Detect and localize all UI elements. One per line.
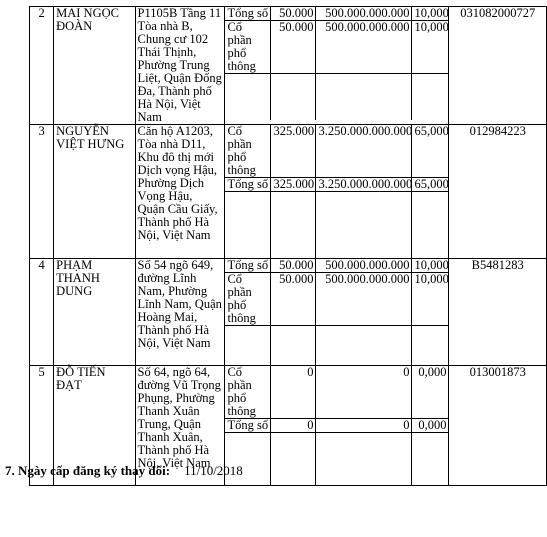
- share-type: Tổng số: [225, 419, 271, 433]
- share-percent: 0,000: [412, 419, 449, 433]
- shares-cell: [225, 258, 449, 366]
- share-quantity: 325.000: [271, 125, 316, 178]
- share-quantity: 50.000: [271, 7, 316, 21]
- table-row: [30, 258, 547, 366]
- share-percent: 10,000: [412, 272, 449, 325]
- footer-date: 11/10/2018: [184, 463, 243, 478]
- shares-subtable: [225, 7, 448, 120]
- row-number: 2: [30, 7, 54, 125]
- id-number: 013001873: [449, 366, 547, 486]
- share-value: 0: [316, 366, 412, 419]
- share-quantity: 325.000: [271, 178, 316, 192]
- share-type: Cổ phần phổ thông: [225, 21, 271, 74]
- shareholder-address: Số 54 ngõ 649, đường Lĩnh Nam, Phường Lĩnh Nam, Quận Hoàng Mai, Thành phố Hà Nội, Việt Nam: [135, 258, 225, 366]
- share-percent: 10,000: [412, 21, 449, 74]
- shares-cell: [225, 7, 449, 125]
- share-type: Cổ phần phổ thông: [225, 366, 271, 419]
- shares-cell: [225, 125, 449, 259]
- share-value: 500.000.000.000: [316, 272, 412, 325]
- footer-label: 7. Ngày cấp đăng ký thay đổi:: [5, 463, 171, 478]
- share-percent: 10,000: [412, 7, 449, 21]
- share-quantity: 50.000: [271, 272, 316, 325]
- share-value: 3.250.000.000.000: [316, 178, 412, 192]
- share-quantity: 50.000: [271, 259, 316, 273]
- row-number: 4: [30, 258, 54, 366]
- shareholder-name: PHẠM THANH DUNG: [54, 258, 135, 366]
- table-row: [30, 7, 547, 125]
- share-percent: 0,000: [412, 366, 449, 419]
- share-value: 500.000.000.000: [316, 7, 412, 21]
- share-value: 3.250.000.000.000: [316, 125, 412, 178]
- shares-subtable: [225, 125, 448, 258]
- shareholder-address: Căn hộ A1203, Tòa nhà D11, Khu đô thị mới Dịch vọng Hậu, Phường Dịch Vọng Hậu, Quận Cầu Giấy, Thành phố Hà Nội, Việt Nam: [135, 125, 225, 259]
- row-number: 3: [30, 125, 54, 259]
- id-number: 031082000727: [449, 7, 547, 125]
- registration-change-date: [5, 463, 243, 479]
- shares-subtable: [225, 366, 448, 485]
- shareholder-address: Số 64, ngõ 64, đường Vũ Trọng Phụng, Phường Thanh Xuân Trung, Quận Thanh Xuân, Thành phố Hà Nội, Việt Nam: [135, 366, 225, 486]
- share-value: 0: [316, 419, 412, 433]
- share-percent: 10,000: [412, 259, 449, 273]
- shares-cell: [225, 366, 449, 486]
- share-type: Tổng số: [225, 178, 271, 192]
- share-type: Tổng số: [225, 259, 271, 273]
- table-row: [30, 125, 547, 259]
- share-type: Cổ phần phổ thông: [225, 125, 271, 178]
- shares-subtable: [225, 259, 448, 366]
- id-number: 012984223: [449, 125, 547, 259]
- share-percent: 65,000: [412, 178, 449, 192]
- share-percent: 65,000: [412, 125, 449, 178]
- share-value: 500.000.000.000: [316, 21, 412, 74]
- share-quantity: 0: [271, 366, 316, 419]
- share-value: 500.000.000.000: [316, 259, 412, 273]
- shareholder-name: MAI NGỌC ĐOÀN: [54, 7, 135, 125]
- shareholder-address: P1105B Tầng 11 Tòa nhà B, Chung cư 102 Thái Thịnh, Phường Trung Liệt, Quận Đống Đa, Thành phố Hà Nội, Việt Nam: [135, 7, 225, 125]
- shareholder-name: NGUYỄN VIỆT HƯNG: [54, 125, 135, 259]
- share-type: Tổng số: [225, 7, 271, 21]
- id-number: B5481283: [449, 258, 547, 366]
- shareholder-name: ĐỖ TIẾN ĐẠT: [54, 366, 135, 486]
- row-number: 5: [30, 366, 54, 486]
- share-quantity: 0: [271, 419, 316, 433]
- share-type: Cổ phần phổ thông: [225, 272, 271, 325]
- shareholder-table: [29, 6, 547, 486]
- share-quantity: 50.000: [271, 21, 316, 74]
